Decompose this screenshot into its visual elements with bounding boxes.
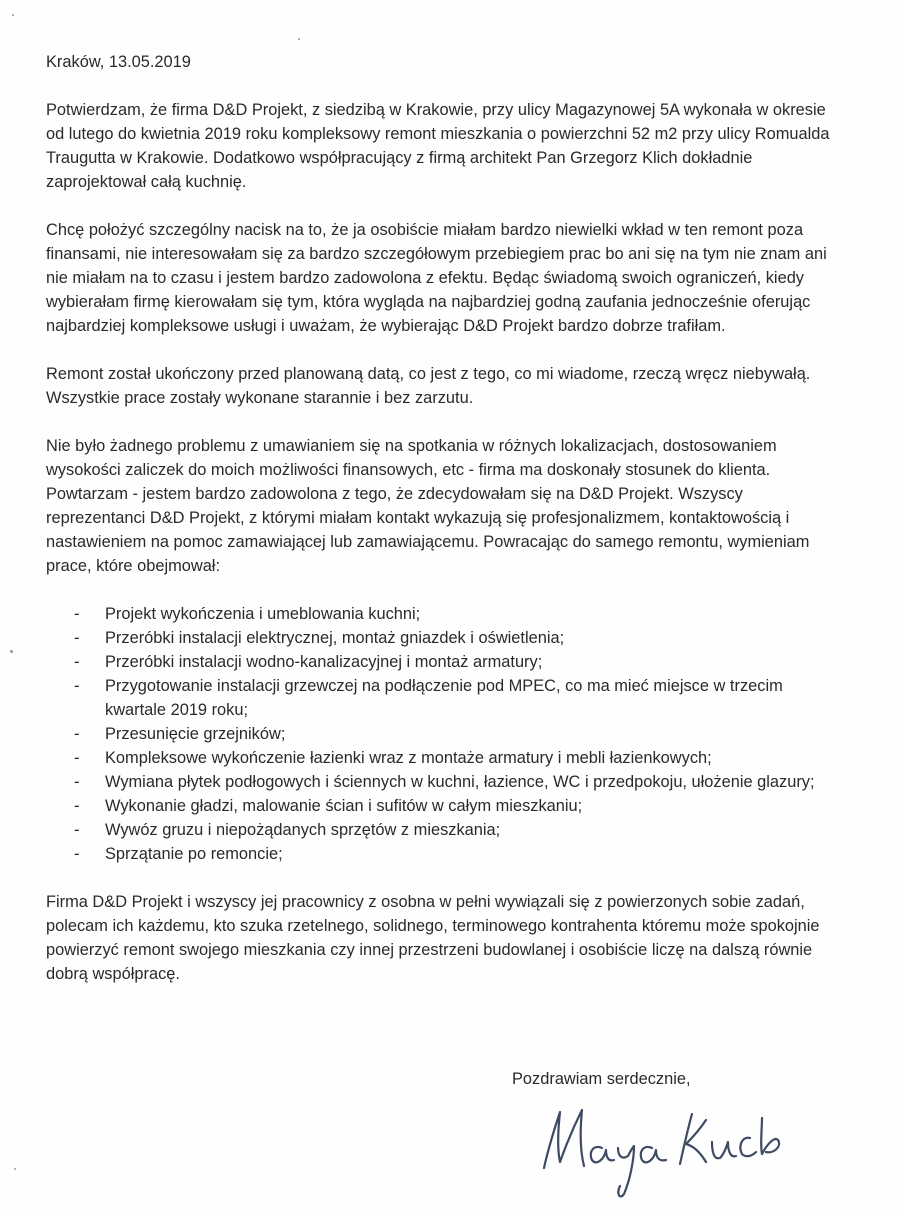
list-item-text: Projekt wykończenia i umeblowania kuchni;	[105, 605, 421, 623]
list-item	[46, 818, 846, 842]
works-list	[46, 602, 846, 866]
paragraph-involvement: Chcę położyć szczególny nacisk na to, że ja osobiście miałam bardzo niewielki wkład w ten remont poza finansami, nie interesowałam się za bardzo szczegółowym przebiegiem prac bo ani się na tym nie znam ani nie miałam na to czasu i jestem bardzo zadowolona z efektu. Będąc świadomą swoich ograniczeń, kiedy wybierałam firmę kierowałam się tym, która wygląda na najbardziej godną zaufania jednocześnie oferując najbardziej kompleksowe usługi i uważam, że wybierając D&D Projekt bardzo dobrze trafiłam.	[46, 221, 827, 335]
scan-speck	[14, 1168, 16, 1170]
paragraph-cooperation: Nie było żadnego problemu z umawianiem się na spotkania w różnych lokalizacjach, dostosowaniem wysokości zaliczek do moich możliwości finansowych, etc - firma ma doskonały stosunek do klienta. Powtarzam - jestem bardzo zadowolona z tego, że zdecydowałam się na D&D Projekt. Wszyscy reprezentanci D&D Projekt, z którymi miałam kontakt wykazują się profesjonalizmem, kontaktowością i nastawieniem na pomoc zamawiającej lub zamawiającemu. Powracając do samego remontu, wymieniam prace, które obejmował:	[46, 437, 810, 575]
list-item-text: Przesunięcie grzejników;	[105, 725, 286, 743]
list-dash: -	[74, 845, 80, 863]
list-item	[46, 746, 846, 770]
list-item-text: Wykonanie gładzi, malowanie ścian i sufitów w całym mieszkaniu;	[105, 797, 583, 815]
list-item	[46, 842, 846, 866]
list-item	[46, 770, 846, 794]
scan-speck	[10, 650, 13, 653]
paragraph-completion: Remont został ukończony przed planowaną datą, co jest z tego, co mi wiadome, rzeczą wręcz niebywałą. Wszystkie prace zostały wykonane starannie i bez zarzutu.	[46, 365, 811, 407]
list-item	[46, 794, 846, 818]
paragraph-recommendation: Firma D&D Projekt i wszyscy jej pracownicy z osobna w pełni wywiązali się z powierzonych sobie zadań, polecam ich każdemu, kto szuka rzetelnego, solidnego, terminowego kontrahenta któremu może spokojnie powierzyć remont swojego mieszkania czy innej przestrzeni budowlanej i osobiście liczę na dalszą równie dobrą współpracę.	[46, 893, 820, 983]
list-item-text: Przeróbki instalacji elektrycznej, montaż gniazdek i oświetlenia;	[105, 629, 565, 647]
list-item-text: Wywóz gruzu i niepożądanych sprzętów z mieszkania;	[105, 821, 501, 839]
list-dash: -	[74, 773, 80, 791]
list-item	[46, 602, 846, 626]
list-item-text: Kompleksowe wykończenie łazienki wraz z montaże armatury i mebli łazienkowych;	[105, 749, 712, 767]
list-item	[46, 626, 846, 650]
list-item-text: Wymiana płytek podłogowych i ściennych w kuchni, łazience, WC i przedpokoju, ułożenie glazury;	[105, 773, 815, 791]
list-dash: -	[74, 677, 80, 695]
letter-body	[46, 50, 846, 1010]
list-item-text: Przeróbki instalacji wodno-kanalizacyjnej i montaż armatury;	[105, 653, 543, 671]
scan-speck	[12, 14, 14, 16]
list-dash: -	[74, 749, 80, 767]
list-dash: -	[74, 821, 80, 839]
list-item	[46, 722, 846, 746]
list-item-text: Przygotowanie instalacji grzewczej na podłączenie pod MPEC, co ma mieć miejsce w trzecim kwartale 2019 roku;	[105, 677, 783, 719]
list-dash: -	[74, 797, 80, 815]
list-dash: -	[74, 629, 80, 647]
list-item	[46, 674, 846, 722]
place-date: Kraków, 13.05.2019	[46, 53, 191, 71]
list-dash: -	[74, 653, 80, 671]
paragraph-confirmation: Potwierdzam, że firma D&D Projekt, z siedzibą w Krakowie, przy ulicy Magazynowej 5A wykonała w okresie od lutego do kwietnia 2019 roku kompleksowy remont mieszkania o powierzchni 52 m2 przy ulicy Romualda Traugutta w Krakowie. Dodatkowo współpracujący z firmą architekt Pan Grzegorz Klich dokładnie zaprojektował całą kuchnię.	[46, 101, 830, 191]
list-dash: -	[74, 725, 80, 743]
scan-speck	[298, 38, 300, 40]
closing-salutation: Pozdrawiam serdecznie,	[512, 1070, 691, 1088]
list-dash: -	[74, 605, 80, 623]
list-item-text: Sprzątanie po remoncie;	[105, 845, 283, 863]
list-item	[46, 650, 846, 674]
handwritten-signature	[530, 1090, 790, 1200]
